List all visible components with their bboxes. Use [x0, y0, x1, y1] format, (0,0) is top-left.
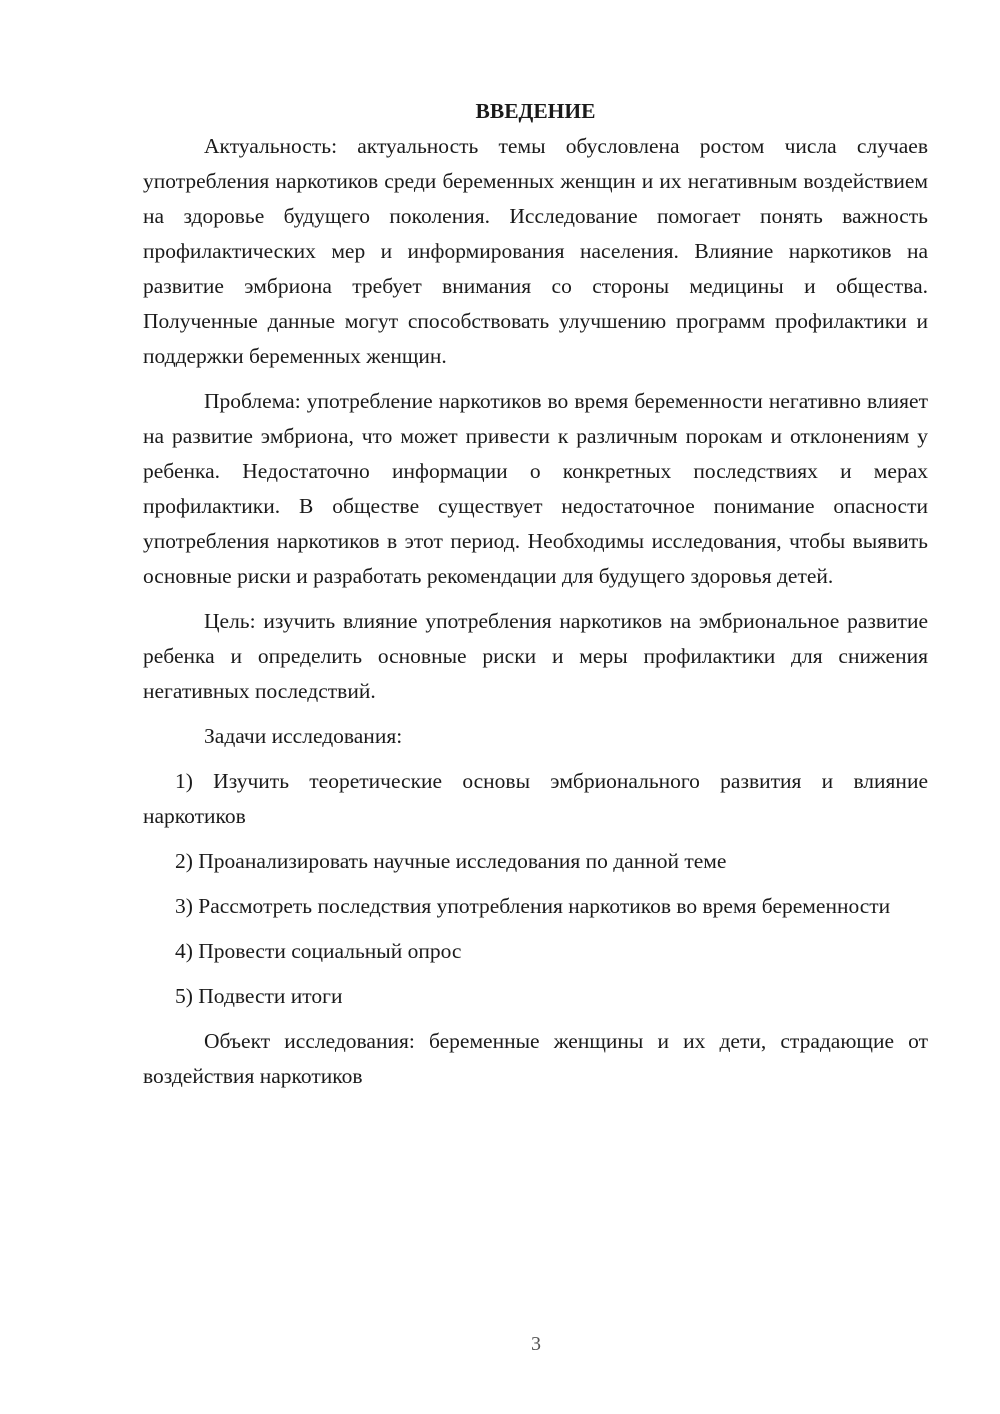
task-item-4: 4) Провести социальный опрос	[175, 939, 462, 963]
task-item-5: 5) Подвести итоги	[175, 984, 343, 1008]
relevance-paragraph: Актуальность: актуальность темы обусловлена ростом числа случаев употребления наркотиков среди беременных женщин и их негативным воздействием на здоровье будущего поколения. Исследование помогает понять важность профилактических мер и информирования населения. Влияние наркотиков на развитие эмбриона требует внимания со стороны медицины и общества. Полученные данные могут способствовать улучшению программ профилактики и поддержки беременных женщин.	[143, 134, 928, 368]
page-number: 3	[531, 1333, 541, 1355]
goal-paragraph: Цель: изучить влияние употребления наркотиков на эмбриональное развитие ребенка и определить основные риски и меры профилактики для снижения негативных последствий.	[143, 609, 928, 703]
task-item-1: 1) Изучить теоретические основы эмбрионального развития и влияние наркотиков	[143, 769, 928, 828]
page-content	[143, 95, 928, 1104]
task-item-2: 2) Проанализировать научные исследования по данной теме	[175, 849, 727, 873]
task-item-3: 3) Рассмотреть последствия употребления наркотиков во время беременности	[175, 894, 891, 918]
tasks-title: Задачи исследования:	[204, 724, 403, 748]
section-heading: ВВЕДЕНИЕ	[475, 99, 596, 123]
problem-paragraph: Проблема: употребление наркотиков во время беременности негативно влияет на развитие эмбриона, что может привести к различным порокам и отклонениям у ребенка. Недостаточно информации о конкретных последствиях и мерах профилактики. В обществе существует недостаточное понимание опасности употребления наркотиков в этот период. Необходимы исследования, чтобы выявить основные риски и разработать рекомендации для будущего здоровья детей.	[143, 389, 928, 588]
object-paragraph: Объект исследования: беременные женщины и их дети, страдающие от воздействия наркотиков	[143, 1029, 928, 1088]
